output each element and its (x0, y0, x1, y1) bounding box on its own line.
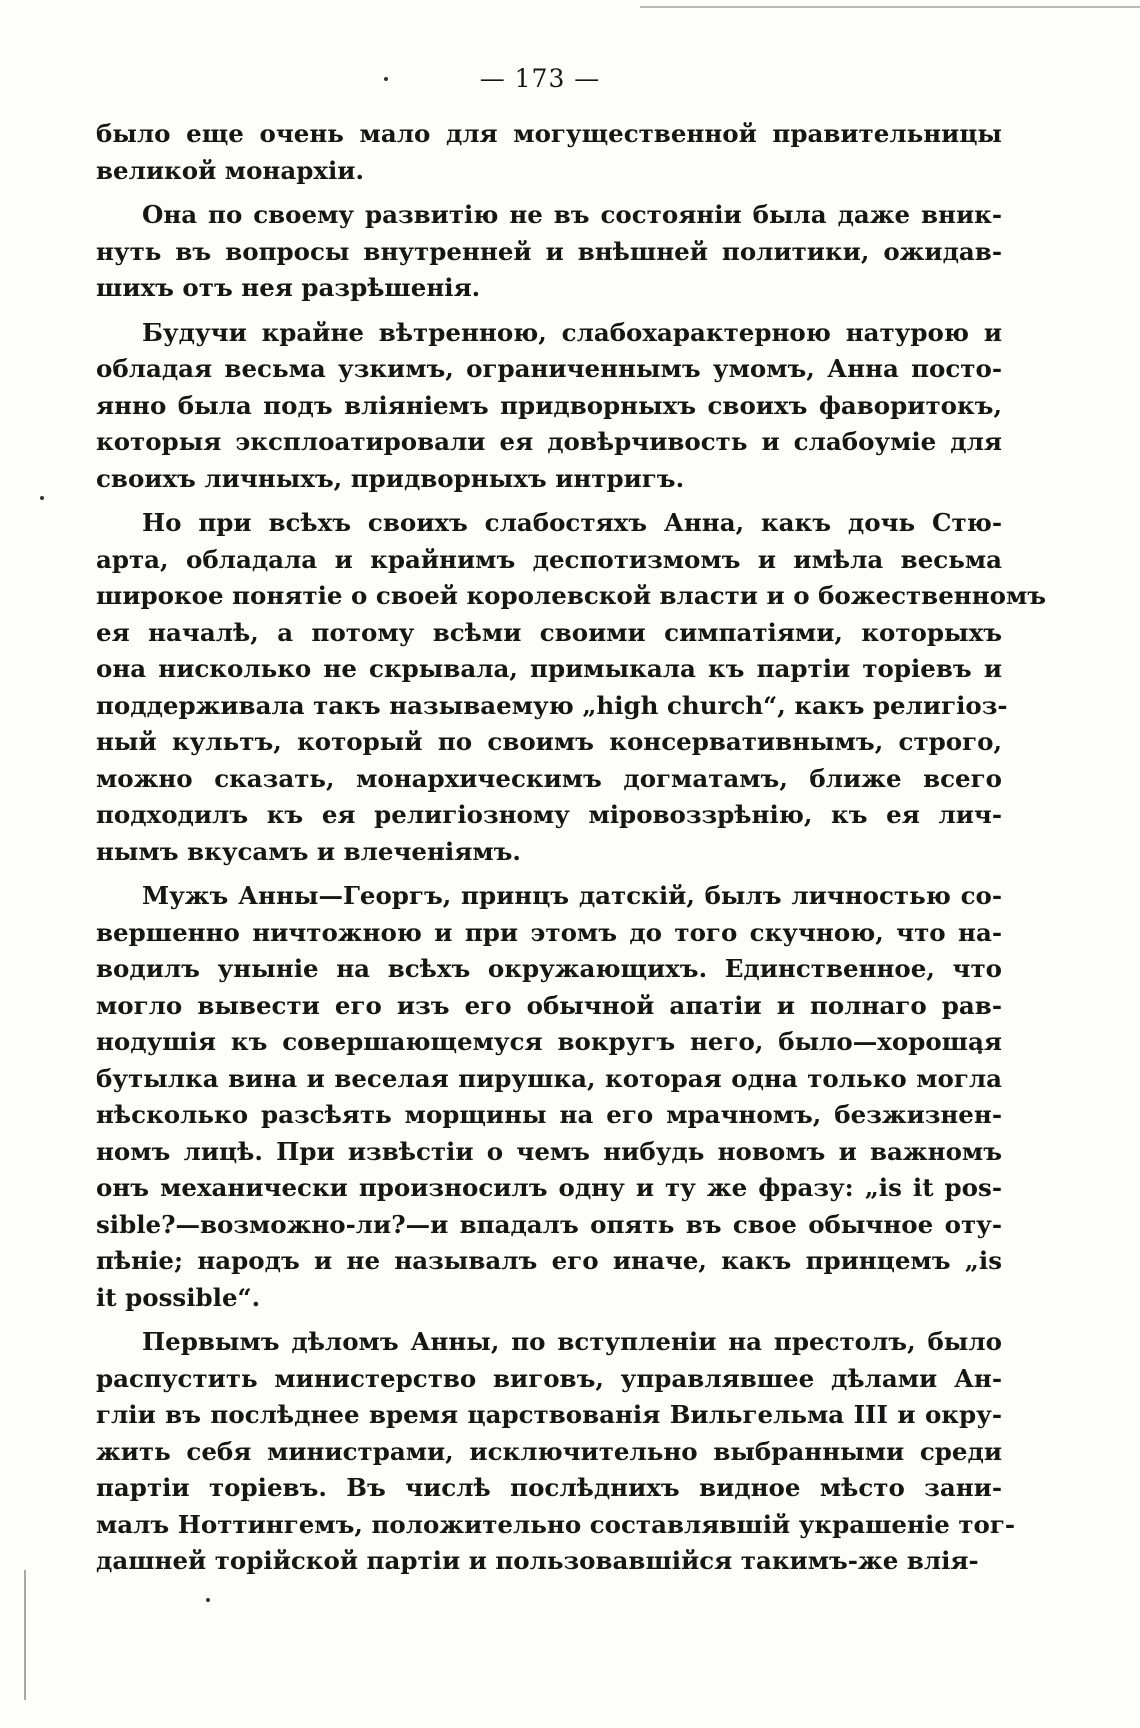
text-line: ный культъ, который по своимъ консервативнымъ, строго, (96, 727, 1002, 756)
text-line: жить себя министрами, исключительно выбранными среди (96, 1436, 1002, 1466)
paragraph-gap (96, 307, 1002, 315)
paragraph (96, 505, 1047, 870)
text-line: нуть въ вопросы внутренней и внѣшней политики, ожидав- (96, 236, 1002, 266)
text-line: номъ лицѣ. При извѣстіи о чемъ нибудь новомъ и важномъ (96, 1136, 1002, 1166)
text-line: нѣсколько разсѣять морщины на его мрачномъ, безжизнен- (96, 1100, 1002, 1129)
text-line: Но при всѣхъ своихъ слабостяхъ Анна, какъ дочь Стю- (142, 508, 1002, 537)
text-line: распустить министерство виговъ, управлявшее дѣлами Ан- (96, 1363, 1002, 1393)
text-line: sible?—возможно-ли?—и впадалъ опять въ свое обычное оту- (96, 1209, 1002, 1239)
text-line: малъ Ноттингемъ, положительно составлявшій украшеніе тог- (96, 1509, 1016, 1539)
paragraph-gap (96, 497, 1002, 505)
text-line: пѣніе; народъ и не называлъ его иначе, какъ принцемъ „is (96, 1246, 1002, 1275)
text-line: своихъ личныхъ, придворныхъ интригъ. (96, 463, 685, 493)
body-text (96, 116, 1047, 1580)
text-line: поддерживала такъ называемую „high church“, какъ религіоз- (96, 690, 1008, 720)
text-line: великой монархіи. (96, 155, 364, 185)
text-line: дашней торійской партіи и пользовавшійся такимъ-же влія- (96, 1546, 979, 1575)
text-line: янно была подъ вліяніемъ придворныхъ своихъ фаворитокъ, (96, 390, 1002, 420)
text-line: арта, обладала и крайнимъ деспотизмомъ и имѣла весьма (96, 544, 1002, 574)
text-line: было еще очень мало для могущественной правительницы (96, 119, 1002, 148)
text-line: онъ механически произносилъ одну и ту же фразу: „is it pos- (96, 1173, 1002, 1202)
text-line: могло вывести его изъ его обычной апатіи и полнаго рав- (96, 990, 1002, 1020)
paragraph (96, 197, 1002, 307)
text-line: Мужъ Анны—Георгъ, принцъ датскій, былъ личностью со- (142, 881, 1002, 910)
left-margin-rule (24, 1570, 26, 1700)
paragraph-gap (96, 189, 1002, 197)
text-line: гліи въ послѣднее время царствованія Вильгельма III и окру- (96, 1400, 1002, 1429)
text-line: вершенно ничтожною и при этомъ до того скучною, что на- (96, 917, 1002, 947)
margin-speck (206, 1598, 210, 1602)
text-line: можно сказать, монархическимъ догматамъ, ближе всего (96, 763, 1002, 793)
paragraph (96, 878, 1002, 1316)
text-line: ея началѣ, а потому всѣми своими симпатіями, которыхъ (96, 617, 1002, 647)
top-edge-rule (640, 6, 1140, 8)
paragraph-gap (96, 1316, 1002, 1324)
text-line: it possible“. (96, 1282, 261, 1312)
text-line: широкое понятіе о своей королевской власти и о божественномъ (96, 581, 1047, 610)
margin-speck (40, 496, 44, 500)
text-line: Первымъ дѣломъ Анны, по вступленіи на престолъ, было (142, 1327, 1002, 1356)
text-line: обладая весьма узкимъ, ограниченнымъ умомъ, Анна посто- (96, 354, 1002, 383)
text-line: водилъ уныніе на всѣхъ окружающихъ. Единственное, что (96, 954, 1002, 983)
paragraph (96, 315, 1002, 498)
text-line: нодушія къ совершающемуся вокругъ него, было—хорошая (96, 1027, 1002, 1056)
text-line: бутылка вина и веселая пирушка, которая одна только могла (96, 1063, 1002, 1093)
text-line: Будучи крайне вѣтренною, слабохарактерною натурою и (142, 317, 1002, 347)
text-line: которыя эксплоатировали ея довѣрчивость и слабоуміе для (96, 427, 1002, 456)
paragraph (96, 116, 1002, 189)
text-line: шихъ отъ нея разрѣшенія. (96, 273, 481, 302)
paragraph-gap (96, 870, 1002, 878)
paragraph (96, 1324, 1016, 1580)
text-line: Она по своему развитію не въ состояніи была даже вник- (142, 200, 1002, 229)
text-line: она нисколько не скрывала, примыкала къ партіи торіевъ и (96, 654, 1002, 683)
text-line: подходилъ къ ея религіозному міровоззрѣнію, къ ея лич- (96, 800, 1002, 829)
text-line: партіи торіевъ. Въ числѣ послѣднихъ видное мѣсто зани- (96, 1473, 1002, 1502)
page-number: — 173 — (479, 64, 601, 93)
text-line: нымъ вкусамъ и влеченіямъ. (96, 836, 521, 866)
